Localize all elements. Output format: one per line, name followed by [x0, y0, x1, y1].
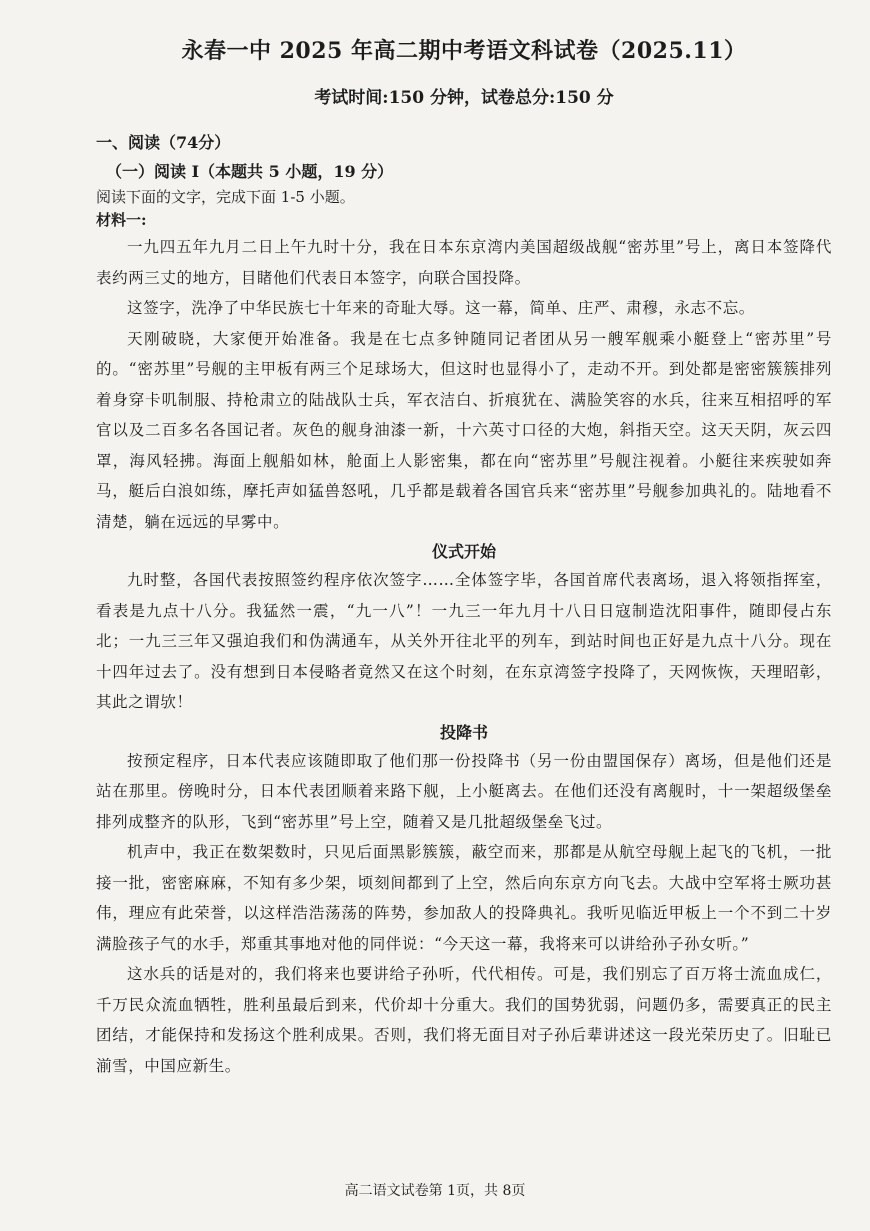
paragraph-3: 天刚破晓，大家便开始准备。我是在七点多钟随同记者团从另一艘军舰乘小艇登上“密苏里”号的。“密苏里”号舰的主甲板有两三个足球场大，但这时也显得小了，走动不开。到处都是密密簇簇排列着身穿卡叽制服、持枪肃立的陆战队士兵，军衣洁白、折痕犹在、满脸笑容的水兵，往来互相招呼的军官以及二百多名各国记者。灰色的舰身油漆一新，十六英寸口径的大炮，斜指天空。这天天阴，灰云四罩，海风轻拂。海面上舰船如林，舱面上人影密集，都在向“密苏里”号舰注视着。小艇往来疾驶如奔马，艇后白浪如练，摩托声如猛兽怒吼，几乎都是载着各国官兵来“密苏里”号舰参加典礼的。陆地看不清楚，躺在远远的早雾中。 — [96, 329, 832, 531]
material-label: 材料一: — [96, 211, 147, 229]
page-footer: 高二语文试卷第 1页，共 8页 — [344, 1183, 526, 1199]
paragraph-7: 这水兵的话是对的，我们将来也要讲给子孙听，代代相传。可是，我们别忘了百万将士流血成仁，千万民众流血牺牲，胜利虽最后到来，代价却十分重大。我们的国势犹弱，问题仍多，需要真正的民主团结，才能保持和发扬这个胜利成果。否则，我们将无面目对子孙后辈讲述这一段光荣历史了。旧耻已湔雪，中国应新生。 — [96, 965, 832, 1075]
instruction-text: 阅读下面的文字，完成下面 1-5 小题。 — [96, 188, 355, 206]
paragraph-5: 按预定程序，日本代表应该随即取了他们那一份投降书（另一份由盟国保存）离场，但是他们还是站在那里。傍晚时分，日本代表团顺着来路下舰，上小艇离去。在他们还没有离舰时，十一架超级堡垒排列成整齐的队形，飞到“密苏里”号上空，随着又是几批超级堡垒飞过。 — [96, 751, 832, 831]
subheading-surrender: 投降书 — [439, 722, 488, 742]
section-heading: 一、阅读（74分） — [96, 133, 231, 152]
subsection-heading: （一）阅读 I（本题共 5 小题，19 分） — [106, 162, 394, 181]
paragraph-2: 这签字，洗净了中华民族七十年来的奇耻大辱。这一幕，简单、庄严、肃穆，永志不忘。 — [127, 299, 755, 317]
exam-title: 永春一中 2025 年高二期中考语文科试卷（2025.11） — [181, 38, 747, 64]
exam-info: 考试时间:150 分钟，试卷总分:150 分 — [314, 88, 614, 108]
subheading-ceremony: 仪式开始 — [431, 542, 496, 561]
paragraph-1: 一九四五年九月二日上午九时十分，我在日本东京湾内美国超级战舰“密苏里”号上，离日本签降代表约两三丈的地方，目睹他们代表日本签字，向联合国投降。 — [96, 238, 832, 287]
paragraph-4: 九时整，各国代表按照签约程序依次签字……全体签字毕，各国首席代表离场，退入将领指挥室，看表是九点十八分。我猛然一震，“九一八”！一九三一年九月十八日日寇制造沈阳事件，随即侵占东北；一九三三年又强迫我们和伪满通车，从关外开往北平的列车，到站时间也正好是九点十八分。现在十四年过去了。没有想到日本侵略者竟然又在这个时刻，在东京湾签字投降了，天网恢恢，天理昭彰，其此之谓欤！ — [96, 571, 832, 711]
paragraph-6: 机声中，我正在数架数时，只见后面黑影簇簇，蔽空而来，那都是从航空母舰上起飞的飞机，一批接一批，密密麻麻，不知有多少架，顷刻间都到了上空，然后向东京方向飞去。大战中空军将士厥功甚伟，理应有此荣誉，以这样浩浩荡荡的阵势，参加敌人的投降典礼。我听见临近甲板上一个不到二十岁满脸孩子气的水手，郑重其事地对他的同伴说：“今天这一幕，我将来可以讲给孙子孙女听。” — [96, 843, 832, 953]
